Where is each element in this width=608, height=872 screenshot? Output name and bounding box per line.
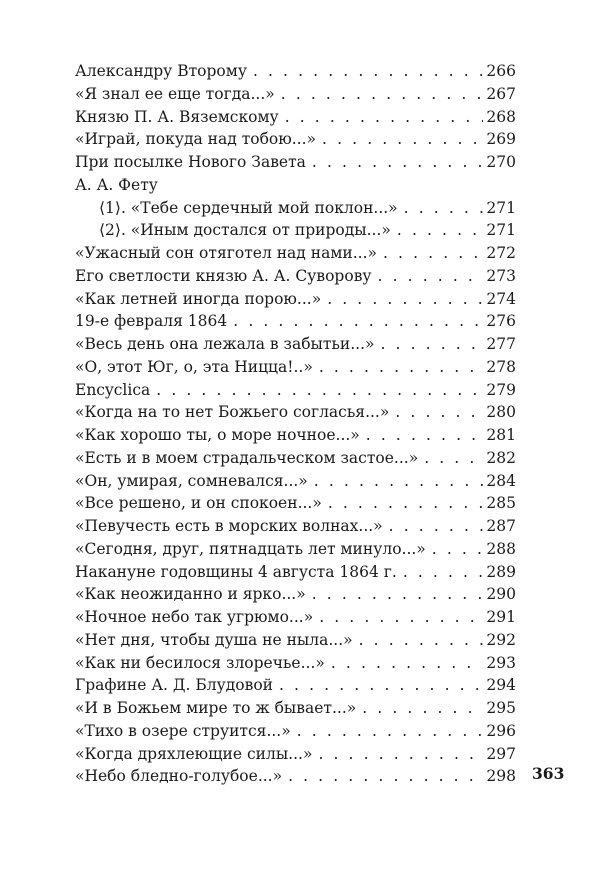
toc-entry-title: Александру Второму [75, 62, 247, 80]
toc-entry [75, 697, 516, 720]
toc-entry [75, 583, 516, 606]
toc-entry-page: 298 [486, 767, 516, 786]
toc-entry-page: 278 [486, 357, 516, 376]
toc-entry-page: 288 [486, 539, 516, 558]
dot-leader [403, 561, 484, 584]
toc-entry-page: 271 [486, 198, 516, 217]
toc-entry-title: «Когда дряхлеющие силы...» [75, 744, 313, 763]
toc-entry [75, 310, 516, 333]
toc-entry [75, 106, 516, 129]
toc-entry [75, 265, 516, 288]
toc-entry [75, 128, 516, 151]
dot-leader [319, 606, 483, 629]
toc-entry [75, 743, 516, 766]
toc-entry-page: 280 [486, 403, 516, 422]
toc-entry-title: «Тихо в озере струится...» [75, 721, 291, 740]
dot-leader [331, 652, 484, 675]
page-number: 363 [532, 764, 565, 783]
toc-entry [75, 515, 516, 538]
toc-entry-title: «Певучесть есть в морских волнах...» [75, 517, 383, 535]
dot-leader [297, 720, 484, 743]
toc-entry [75, 629, 516, 652]
toc-entry-page: 273 [486, 266, 516, 285]
toc-entry [75, 492, 516, 515]
toc-entry-page: 292 [486, 630, 516, 649]
toc-entry-title: «Как хорошо ты, о море ночное...» [75, 426, 360, 444]
toc-entry-page: 277 [486, 335, 516, 353]
toc-entry [75, 379, 516, 402]
dot-leader [281, 83, 484, 106]
toc-entry-title: «Как летней иногда порою...» [75, 289, 322, 308]
toc-entry [75, 197, 516, 220]
dot-leader [253, 60, 483, 83]
toc-entry-title: «Нет дня, чтобы душа не ныла...» [75, 630, 353, 649]
dot-leader [395, 401, 483, 424]
toc-entry-page: 266 [486, 62, 516, 80]
dot-leader [359, 629, 484, 652]
toc-entry-title: «О, этот Юг, о, эта Ницца!..» [75, 357, 313, 376]
dot-leader [156, 379, 483, 402]
toc-entry-page: 272 [486, 244, 516, 262]
toc-entry-page: 270 [486, 153, 516, 171]
toc-entry [75, 538, 516, 561]
toc-entry-title: При посылке Нового Завета [75, 153, 306, 171]
dot-leader [322, 128, 483, 151]
dot-leader [378, 265, 484, 288]
toc-entry-title: «Есть и в моем страдальческом застое...» [75, 448, 419, 467]
toc-entry [75, 151, 516, 174]
toc-entry-page: 294 [486, 676, 516, 695]
dot-leader [381, 333, 484, 356]
toc-entry [75, 288, 516, 311]
toc-entry [75, 765, 516, 788]
dot-leader [319, 356, 484, 379]
toc-entry [75, 606, 516, 629]
toc-entry [75, 470, 516, 493]
toc-entry [75, 83, 516, 106]
toc-entry-title: Его светлости князю А. А. Суворову [75, 266, 372, 285]
toc-entry-title: «Когда на то нет Божьего согласья...» [75, 403, 390, 422]
dot-leader [432, 538, 484, 561]
toc-entry-page: 279 [486, 380, 516, 399]
dot-leader [327, 288, 483, 311]
toc-entry [75, 447, 516, 470]
dot-leader [397, 219, 484, 242]
dot-leader [318, 743, 483, 766]
table-of-contents [75, 60, 516, 788]
dot-leader [389, 515, 484, 538]
toc-entry-page: 291 [486, 608, 516, 626]
dot-leader [383, 242, 483, 265]
dot-leader [362, 697, 483, 720]
toc-entry [75, 424, 516, 447]
toc-entry [75, 561, 516, 584]
toc-entry-title: «Весь день она лежала в забытьи...» [75, 335, 375, 353]
toc-entry-page: 276 [486, 312, 516, 331]
toc-entry-title: Encyclica [75, 380, 151, 399]
dot-leader [312, 151, 483, 174]
dot-leader [279, 674, 483, 697]
toc-entry-page: 285 [486, 494, 516, 513]
toc-entry-title: Графине А. Д. Блудовой [75, 676, 273, 695]
dot-leader [314, 470, 484, 493]
toc-entry-title: А. А. Фету [75, 175, 158, 194]
dot-leader [288, 765, 483, 788]
toc-entry-title: ⟨1⟩. «Тебе сердечный мой поклон...» [99, 198, 398, 217]
toc-entry-title: «Он, умирая, сомневался...» [75, 471, 308, 490]
dot-leader [312, 583, 484, 606]
toc-entry-title: «Ужасный сон отяготел над нами...» [75, 244, 377, 262]
toc-entry-title: «Играй, покуда над тобою...» [75, 130, 317, 149]
toc-entry-title: «И в Божьем мире то ж бывает...» [75, 699, 357, 717]
toc-entry [75, 333, 516, 356]
dot-leader [424, 447, 483, 470]
toc-entry-title: «Сегодня, друг, пятнадцать лет минуло...» [75, 539, 426, 558]
toc-entry [75, 219, 516, 242]
toc-entry [75, 242, 516, 265]
toc-entry-title: ⟨2⟩. «Иным достался от природы...» [99, 221, 391, 240]
dot-leader [404, 197, 484, 220]
toc-entry-page: 293 [486, 653, 516, 672]
toc-entry-title: Накануне годовщины 4 августа 1864 г. [75, 562, 397, 581]
dot-leader [285, 106, 484, 129]
toc-entry-page: 284 [486, 471, 516, 490]
toc-entry-page: 274 [486, 289, 516, 308]
toc-entry-page: 297 [486, 744, 516, 763]
toc-entry [75, 174, 516, 197]
toc-entry [75, 652, 516, 675]
toc-entry [75, 720, 516, 743]
toc-entry-page: 296 [486, 721, 516, 740]
toc-entry [75, 356, 516, 379]
toc-entry-page: 290 [486, 585, 516, 604]
dot-leader [328, 492, 484, 515]
toc-entry-title: «Как ни бесилося злоречье...» [75, 653, 325, 672]
toc-entry-page: 281 [486, 426, 516, 444]
toc-entry-title: 19-е февраля 1864 [75, 312, 228, 331]
toc-entry-title: «Небо бледно-голубое...» [75, 767, 283, 786]
toc-entry-page: 268 [486, 107, 516, 126]
toc-entry-title: «Ночное небо так угрюмо...» [75, 608, 314, 626]
toc-entry-page: 295 [486, 699, 516, 717]
toc-entry-page: 269 [486, 130, 516, 149]
toc-entry [75, 401, 516, 424]
dot-leader [366, 424, 484, 447]
dot-leader [233, 310, 483, 333]
toc-entry-title: Князю П. А. Вяземскому [75, 107, 279, 126]
toc-entry-title: «Как неожиданно и ярко...» [75, 585, 306, 604]
toc-entry-title: «Я знал ее еще тогда...» [75, 84, 275, 103]
toc-entry-page: 289 [486, 562, 516, 581]
toc-entry-page: 287 [486, 517, 516, 535]
toc-entry-title: «Все решено, и он спокоен...» [75, 494, 322, 513]
toc-entry-page: 282 [486, 448, 516, 467]
toc-entry [75, 674, 516, 697]
toc-entry-page: 267 [486, 84, 516, 103]
toc-entry-page: 271 [486, 221, 516, 240]
toc-entry [75, 60, 516, 83]
